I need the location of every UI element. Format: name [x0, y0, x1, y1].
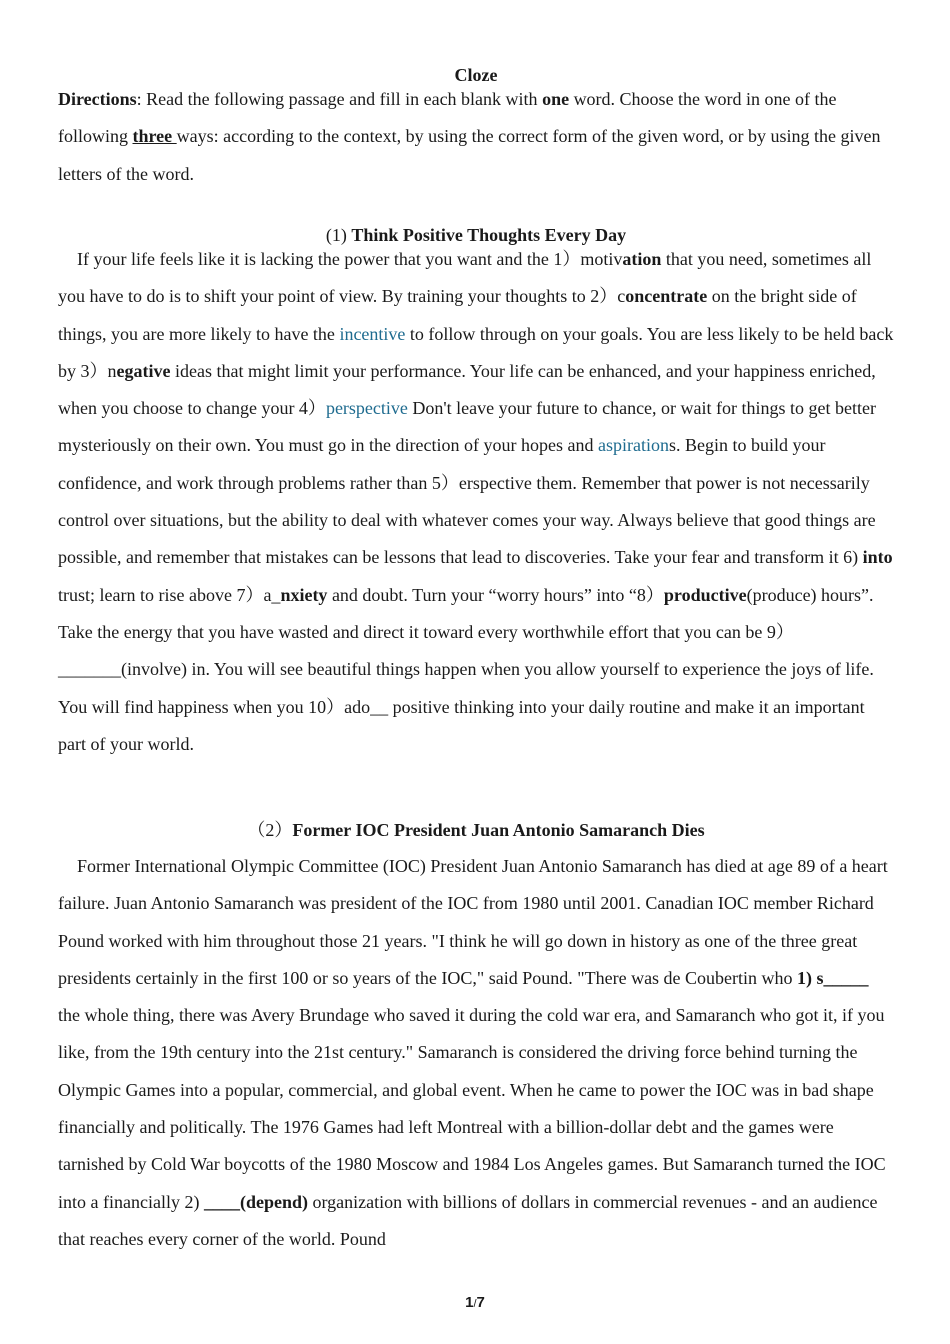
directions-text: : Read the following passage and fill in each blank with: [136, 89, 543, 109]
section2-number: （2）: [247, 820, 293, 840]
passage-text: and doubt. Turn your “worry hours” into “8）: [327, 584, 664, 605]
answer-motivation: ation: [622, 249, 662, 269]
passage-text: trust; learn to rise above 7）a_: [58, 584, 281, 605]
directions-text: word. Choose the word in one of the following: [58, 89, 837, 147]
blank-1: 1) s_____: [797, 967, 869, 988]
passage-text: (produce) hours”. Take the energy that you have wasted and direct it toward every worthwhile effort that you can be 9）_______(involve) in. You will see beautiful things happen when you allow yourself to experience the joys of life. You will find happiness when you 10）ado__ positive thinking into your daily routine and make it an important part of your world.: [58, 584, 874, 754]
passage-text: to follow through on your goals. You are less likely to be held back by 3）n: [58, 323, 894, 381]
directions: [58, 81, 894, 193]
section1-title: Think Positive Thoughts Every Day: [351, 225, 627, 245]
word-incentive: incentive: [339, 323, 406, 344]
word-aspiration: aspiration: [597, 435, 669, 456]
section1-passage: [58, 241, 894, 763]
passage-text: that you need, sometimes all you have to do is to shift your point of view. By training your thoughts to 2）c: [58, 249, 872, 307]
directions-text: ways: according to the context, by using the correct form of the given word, or by using the given letters of the word.: [58, 126, 881, 184]
word-perspective: perspective: [325, 398, 408, 419]
answer-into: into: [862, 547, 893, 568]
section2-heading: [58, 818, 894, 842]
passage-text: ideas that might limit your performance. Your life can be enhanced, and your happiness enriched, when you choose to change your 4）: [58, 360, 876, 419]
blank-2: ____(depend): [203, 1191, 308, 1212]
section2-title: Former IOC President Juan Antonio Samaranch Dies: [292, 820, 705, 840]
page-separator: /: [473, 1298, 477, 1310]
directions-one: one: [542, 89, 570, 109]
answer-concentrate: oncentrate: [625, 286, 708, 307]
total-pages: 7: [476, 1294, 485, 1311]
section1-number: (1): [325, 225, 352, 245]
passage-text: Former International Olympic Committee (IOC) President Juan Antonio Samaranch has died at age 89 of a heart failure. Juan Antonio Samaranch was president of the IOC from 1980 until 2001. Canadian IOC member Richard Pound worked with him throughout those 21 years. "I think he will go down in history as one of the three great presidents certainly in the first 100 or so years of the IOC," said Pound. "There was de Coubertin who: [58, 856, 888, 988]
directions-label: Directions: [58, 89, 137, 109]
passage-text: on the bright side of things, you are more likely to have the: [58, 286, 857, 344]
current-page: 1: [465, 1294, 474, 1311]
answer-anxiety: nxiety: [280, 584, 328, 605]
passage-text: Don't leave your future to chance, or wait for things to get better mysteriously on their own. You must go in the direction of your hopes and: [58, 398, 876, 456]
passage-text: If your life feels like it is lacking the power that you want and the 1）motiv: [77, 249, 623, 269]
answer-negative: egative: [116, 360, 171, 381]
section2-passage: [58, 848, 894, 1258]
answer-productive: productive: [663, 584, 747, 605]
directions-three: three: [132, 126, 177, 147]
passage-text: organization with billions of dollars in commercial revenues - and an audience that reaches every corner of the world. Pound: [58, 1191, 878, 1249]
passage-text: s. Begin to build your confidence, and work through problems rather than 5）erspective them. Remember that power is not necessarily control over situations, but the ability to deal with whatever comes your way. Always believe that good things are possible, and remember that mistakes can be lessons that lead to discoveries. Take your fear and transform it 6): [58, 435, 876, 568]
passage-text: the whole thing, there was Avery Brundage who saved it during the cold war era, and Samaranch who got it, if you like, from the 19th century into the 21st century." Samaranch is considered the driving force behind turning the Olympic Games into a popular, commercial, and global event. When he came to power the IOC was in bad shape financially and politically. The 1976 Games had left Montreal with a billion-dollar debt and the games were tarnished by Cold War boycotts of the 1980 Moscow and 1984 Los Angeles games. But Samaranch turned the IOC into a financially 2): [58, 1005, 886, 1212]
page-number: [0, 1294, 950, 1311]
document-title: Cloze: [454, 65, 498, 85]
